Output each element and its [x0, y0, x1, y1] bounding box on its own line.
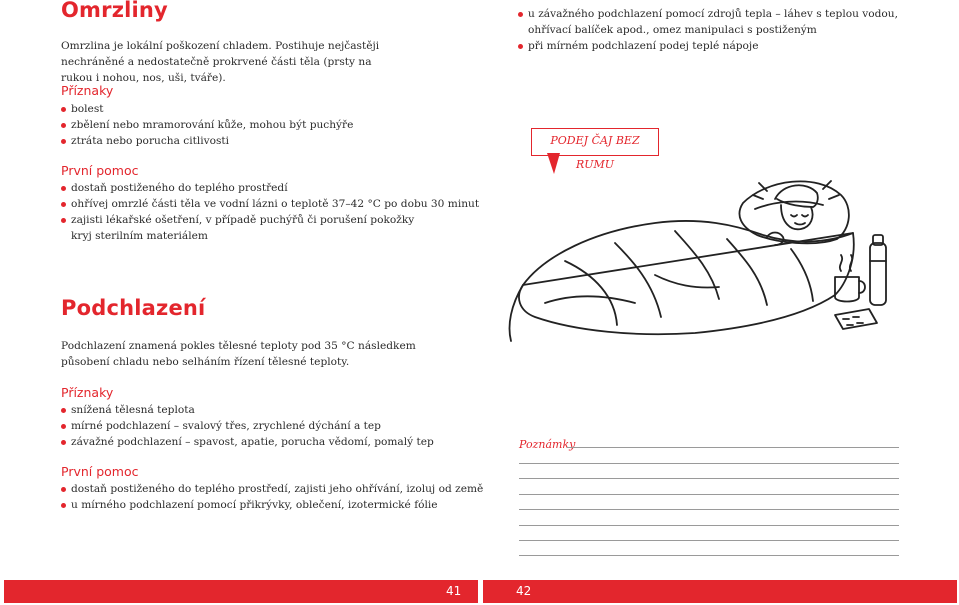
notes-line	[519, 525, 899, 526]
right-bullets-list	[518, 6, 898, 54]
page-number-right: 42	[516, 584, 532, 598]
hypothermia-symptoms-heading: Příznaky	[61, 385, 114, 400]
frostbite-title: Omrzliny	[61, 0, 168, 22]
list-item: ohřívej omrzlé části těla ve vodní lázni o teplotě 37–42 °C po dobu 30 minut	[61, 196, 431, 212]
left-footer-bar	[4, 580, 478, 603]
list-item: u závažného podchlazení pomocí zdrojů tepla – láhev s teplou vodou, ohřívací balíček apod., omez manipulaci s postiženým	[518, 6, 898, 38]
frostbite-intro: Omrzlina je lokální poškození chladem. Postihuje nejčastěji nechráněné a nedostatečně prokrvené části těla (prsty na rukou i nohou, nos, uši, tváře).	[61, 40, 380, 84]
frostbite-firstaid-list	[61, 180, 480, 244]
list-item: dostaň postiženého do teplého prostředí, zajisti jeho ohřívání, izoluj od země	[61, 481, 483, 497]
hypothermia-title: Podchlazení	[61, 296, 206, 320]
notes-line	[519, 555, 899, 556]
speech-bubble: PODEJ ČAJ BEZ RUMU	[531, 128, 659, 156]
list-item: zajisti lékařské ošetření, v případě puchýřů či porušení pokožky kryj sterilním materiálem	[61, 212, 431, 244]
bed-illustration	[505, 165, 900, 350]
page-number-left: 41	[446, 584, 462, 598]
right-footer-bar	[483, 580, 957, 603]
notes-line	[519, 463, 899, 464]
list-item: závažné podchlazení – spavost, apatie, porucha vědomí, pomalý tep	[61, 434, 434, 450]
notes-label: Poznámky	[519, 438, 576, 451]
hypothermia-intro: Podchlazení znamená pokles tělesné teploty pod 35 °C následkem působení chladu nebo selháním řízení tělesné teploty.	[61, 340, 416, 368]
list-item: při mírném podchlazení podej teplé nápoje	[518, 38, 898, 54]
hypothermia-symptoms-list	[61, 402, 434, 450]
list-item: zbělení nebo mramorování kůže, mohou být puchýře	[61, 117, 353, 133]
hypothermia-firstaid-heading: První pomoc	[61, 464, 139, 479]
notes-line	[519, 478, 899, 479]
list-item: dostaň postiženého do teplého prostředí	[61, 180, 431, 196]
list-item: u mírného podchlazení pomocí přikrývky, oblečení, izotermické fólie	[61, 497, 483, 513]
list-item: bolest	[61, 101, 353, 117]
notes-line	[519, 509, 899, 510]
list-item: ztráta nebo porucha citlivosti	[61, 133, 353, 149]
frostbite-firstaid-heading: První pomoc	[61, 163, 139, 178]
frostbite-symptoms-heading: Příznaky	[61, 83, 114, 98]
notes-line	[567, 447, 899, 448]
list-item: snížená tělesná teplota	[61, 402, 434, 418]
hypothermia-firstaid-list	[61, 481, 483, 513]
notes-line	[519, 494, 899, 495]
frostbite-symptoms-list	[61, 101, 353, 149]
notes-line	[519, 540, 899, 541]
list-item: mírné podchlazení – svalový třes, zrychlené dýchání a tep	[61, 418, 434, 434]
